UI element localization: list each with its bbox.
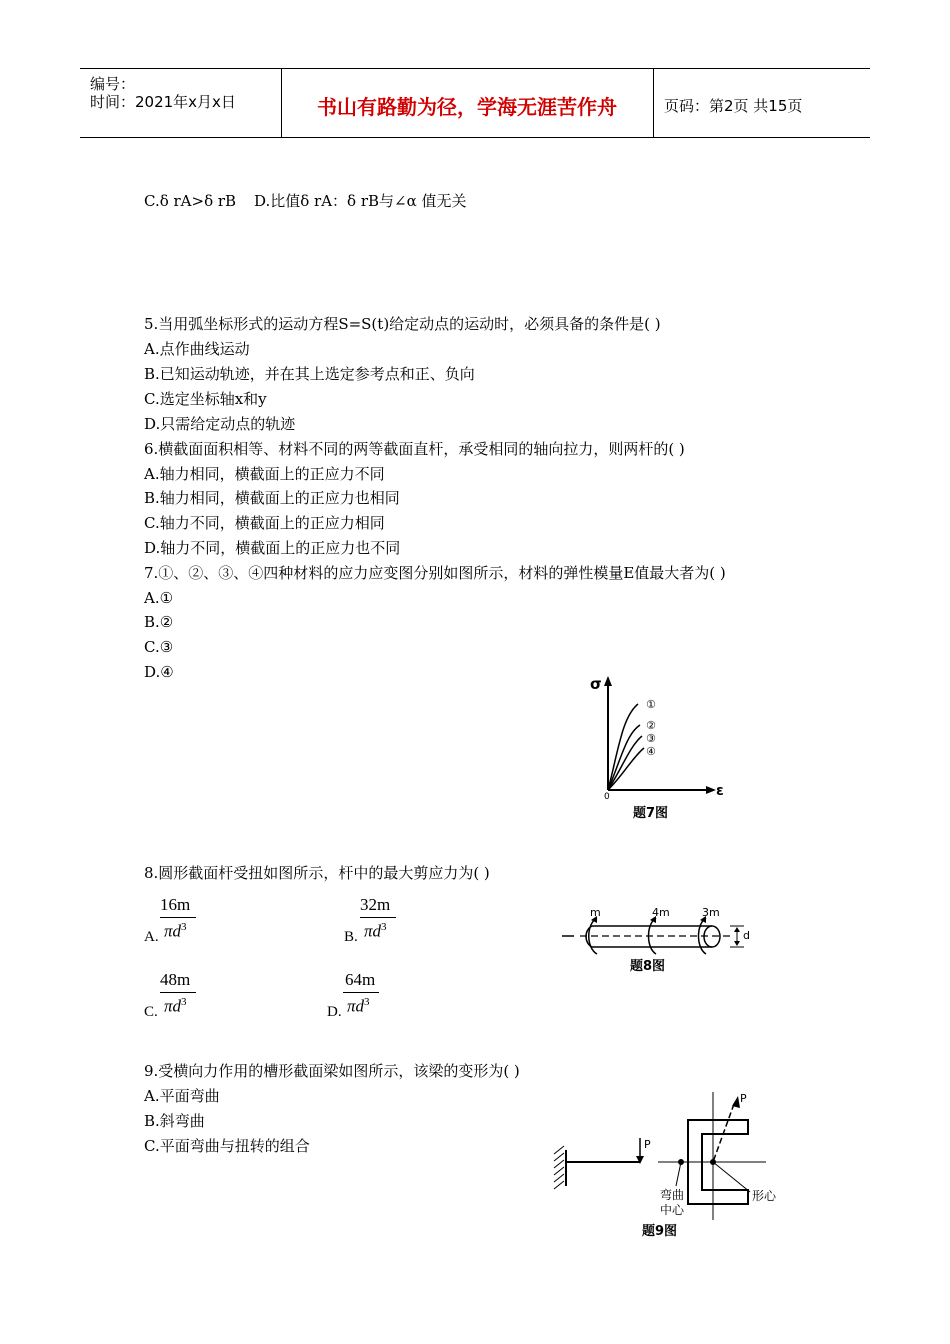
wall-hatch	[554, 1181, 564, 1189]
moment-3m-label: 3m	[702, 906, 720, 919]
q8-figure-caption: 题8图	[630, 959, 666, 974]
q7-option-c: C.③	[144, 638, 174, 656]
q8-option-a-label: A.	[144, 929, 159, 945]
q8-option-d-denominator: $\pi d^3$	[347, 996, 370, 1016]
header-motto: 书山有路勤为径，学海无涯苦作舟	[317, 95, 617, 119]
fraction-bar	[160, 992, 196, 993]
sigma-arrow	[604, 676, 612, 686]
epsilon-label: ε	[716, 783, 724, 799]
wall-hatch	[554, 1167, 564, 1175]
page-info: 页码：第2页 共15页	[664, 97, 803, 115]
q5-option-d: D.只需给定动点的轨迹	[144, 415, 296, 433]
q8-option-b-numerator: 32m	[360, 895, 391, 914]
q5-option-b: B.已知运动轨迹，并在其上选定参考点和正、负向	[144, 365, 475, 383]
q5-option-c: C.选定坐标轴x和y	[144, 390, 267, 408]
q8-option-d-label: D.	[327, 1004, 342, 1020]
q8-option-b-label: B.	[344, 929, 358, 945]
curve-2-label: ②	[646, 719, 656, 732]
q8-torsion-figure	[560, 902, 760, 978]
wall-hatch	[554, 1160, 564, 1168]
q9-option-a: A.平面弯曲	[144, 1087, 220, 1105]
curve-1-label: ①	[646, 698, 656, 711]
q8-option-a-denominator: $\pi d^3$	[164, 921, 187, 941]
q9-figure-caption: 题9图	[642, 1224, 678, 1239]
q8-option-b-denominator: $\pi d^3$	[364, 921, 387, 941]
load-p-right-head	[732, 1096, 740, 1108]
fraction-bar	[343, 992, 379, 993]
bending-center-label-1: 弯曲	[660, 1188, 685, 1202]
origin-label: 0	[604, 792, 610, 802]
q6-option-a: A.轴力相同，横截面上的正应力不同	[144, 465, 385, 483]
sigma-label: σ	[590, 675, 602, 693]
q8-option-d-numerator: 64m	[345, 970, 376, 989]
curve-3	[608, 736, 642, 790]
q6-option-c: C.轴力不同，横截面上的正应力相同	[144, 514, 385, 532]
epsilon-arrow	[706, 786, 716, 794]
centroid-label: 形心	[752, 1189, 777, 1203]
wall-hatch	[554, 1146, 564, 1154]
bending-center-leader	[676, 1162, 681, 1186]
q8-option-c-numerator: 48m	[160, 970, 191, 989]
diameter-arrow-up	[734, 927, 740, 932]
load-p-right-label: P	[740, 1092, 747, 1105]
diameter-arrow-down	[734, 941, 740, 946]
q9-option-b: B.斜弯曲	[144, 1112, 205, 1130]
q9-stem: 9.受横向力作用的槽形截面梁如图所示，该梁的变形为( )	[144, 1062, 520, 1080]
fraction-bar	[160, 917, 196, 918]
q7-figure-caption: 题7图	[633, 806, 669, 821]
diameter-label: d	[743, 929, 750, 942]
q9-channel-beam-figure	[548, 1090, 788, 1240]
fraction-bar	[360, 917, 396, 918]
centroid-leader	[713, 1162, 750, 1192]
q7-stem: 7.①、②、③、④四种材料的应力应变图分别如图所示，材料的弹性模量E值最大者为( )	[144, 564, 726, 582]
q5-stem: 5.当用弧坐标形式的运动方程S=S(t)给定动点的运动时，必须具备的条件是( )	[144, 315, 661, 333]
document-time-label: 时间：2021年x月x日	[90, 93, 236, 111]
q7-stress-strain-figure	[586, 672, 736, 824]
q4-option-d: D.比值δ rA：δ rB与∠α 值无关	[254, 192, 467, 210]
load-p-left-label: P	[644, 1138, 651, 1151]
q8-option-c-label: C.	[144, 1004, 158, 1020]
q5-option-a: A.点作曲线运动	[144, 340, 250, 358]
q4-option-c: C.δ rA>δ rB	[144, 192, 237, 210]
page-header	[80, 68, 870, 138]
q6-option-d: D.轴力不同，横截面上的正应力也不同	[144, 539, 401, 557]
curve-3-label: ③	[646, 732, 656, 745]
wall-hatch	[554, 1153, 564, 1161]
moment-m-label: m	[590, 906, 601, 919]
q8-option-c-denominator: $\pi d^3$	[164, 996, 187, 1016]
document-number-label: 编号：	[90, 75, 136, 93]
q6-stem: 6.横截面面积相等、材料不同的两等截面直杆，承受相同的轴向拉力，则两杆的( )	[144, 440, 685, 458]
header-left-cell	[80, 69, 282, 137]
q9-option-c: C.平面弯曲与扭转的组合	[144, 1137, 310, 1155]
q6-option-b: B.轴力相同，横截面上的正应力也相同	[144, 489, 400, 507]
q7-option-a: A.①	[144, 589, 174, 607]
q8-stem: 8.圆形截面杆受扭如图所示，杆中的最大剪应力为( )	[144, 864, 490, 882]
q7-option-b: B.②	[144, 613, 174, 631]
header-middle-cell	[281, 69, 654, 137]
wall-hatch	[554, 1174, 564, 1182]
curve-4-label: ④	[646, 745, 656, 758]
q7-option-d: D.④	[144, 663, 174, 681]
moment-4m-label: 4m	[652, 906, 670, 919]
header-right-cell	[654, 69, 870, 137]
bending-center-label-2: 中心	[660, 1203, 685, 1217]
q8-option-a-numerator: 16m	[160, 895, 191, 914]
